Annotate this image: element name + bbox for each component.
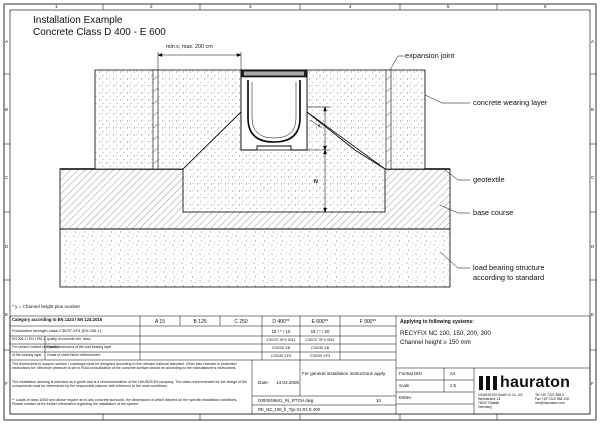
row4-left: of the wearing layer — [12, 353, 42, 357]
contact-line: info@hauraton.com — [535, 400, 565, 405]
frame-row-e-right: E — [591, 312, 595, 317]
address-line: Germany — [478, 404, 492, 409]
row4-desc: Grade of sheet fabric reinforcement — [47, 353, 101, 357]
scale-label: scale — [399, 383, 410, 388]
row3-desc: Rated dimensions of the load bearing layer — [47, 345, 112, 349]
channel-height-note: * y = Channel height plus number — [12, 304, 81, 309]
row2-d400: C30/37 XF4 XM1 — [266, 338, 296, 342]
sheet-number: 10 — [376, 398, 381, 403]
fine-print-2: The installation drawing is intended as a guide and is a recommendation of the HAURATON company. The class recommended for the design of the components must be determined by the responsible planner with reference to the local conditions. — [12, 380, 248, 389]
frame-row-b-right: B — [591, 107, 595, 112]
fine-print-3: ** Loads of class D400 and above require an in-situ concrete surround, the dimensions of which depend on the specific installation conditions. Please contact us for further information regarding the installation of the system. — [12, 398, 238, 407]
frame-col-1: 1 — [55, 4, 58, 9]
page-subtitle: Concrete Class D 400 - E 600 — [33, 27, 166, 38]
contact-line: Fax +49 7222 958-100 — [535, 396, 570, 401]
class-d400: D 400** — [272, 319, 290, 325]
general-note: For general installation instructions apply. — [302, 371, 387, 376]
row2-desc: quality of concrete min. class — [47, 337, 91, 341]
load-bearing-layer — [60, 229, 450, 287]
row3-d400: C25/30 XB — [271, 346, 291, 350]
frame-row-f-right: F — [591, 381, 594, 386]
class-b125: B 125 — [193, 319, 207, 325]
format-value: A4 — [450, 371, 456, 376]
format-label: Format DIN — [399, 371, 422, 376]
class-f900: F 900** — [359, 319, 377, 325]
frame-row-d: D — [5, 244, 9, 249]
hauraton-logo-mark — [478, 373, 498, 393]
channel-grate-frame — [244, 72, 304, 76]
brand-name: hauraton — [500, 374, 571, 391]
dimension-x-label: x — [318, 123, 321, 129]
frame-row-d-right: D — [591, 244, 595, 249]
system-line-1: RECYFIX NC 100, 150, 200, 300 — [400, 330, 491, 337]
callout-according-to-standard: according to standard — [473, 273, 545, 282]
callout-geotextile: geotextile — [473, 175, 505, 184]
row1-d400: 15 / * / 15 — [271, 329, 291, 334]
row2-left: EN 206-1 / EN 1992-1 — [12, 337, 46, 341]
scale-value: 1:5 — [450, 383, 457, 388]
frame-row-c: C — [5, 175, 9, 180]
frame-row-f: F — [5, 381, 8, 386]
row3-e600: C25/30 XB — [310, 346, 330, 350]
frame-col-5: 5 — [447, 4, 450, 9]
frame-row-a: A — [5, 39, 9, 44]
row1-label: Foundation strength class C30/37-XF4 (EN 206-1) — [12, 328, 102, 333]
callout-concrete-wearing-layer: concrete wearing layer — [473, 98, 548, 107]
frame-row-c-right: C — [591, 175, 595, 180]
system-line-2: Channel height ≥ 150 mm — [400, 339, 471, 346]
frame-col-3: 3 — [249, 4, 252, 9]
address-line: HAURATON GmbH & Co. KG — [478, 393, 523, 397]
page-title: Installation Example — [33, 15, 123, 26]
hauraton-logo — [478, 372, 588, 394]
date-label: Date: — [258, 380, 269, 385]
callout-expansion-joint: expansion joint — [405, 51, 455, 60]
date-value: 14.03.2005 — [276, 380, 299, 385]
drawing-number: 0000049641_IN_RTGH.dwg — [258, 398, 314, 403]
address-line: 76437 Rastatt — [478, 400, 500, 405]
dimension-min-x-label: min x, max. 200 cm — [166, 44, 213, 50]
frame-row-b: B — [5, 107, 9, 112]
reference-line: RE_NC_100_fr_Typ 01 R1 E 400 — [258, 407, 320, 412]
fine-print-1: The dimensions to support surface / roadways must be designed according to the relevant national standard. Other also relevant is protection instructions for: Minimum pressure is set in Fluid consolidation of the concrete surface should be according to the manufacturer's instructions. — [12, 362, 237, 371]
frame-col-4: 4 — [349, 4, 352, 9]
dimension-n-label: N — [314, 179, 318, 185]
applying-label: Applying to following systems: — [400, 319, 474, 325]
frame-row-e: E — [5, 312, 9, 317]
row2-e600: C30/37 XF4 XM1 — [305, 338, 335, 342]
dimension-min-x — [158, 52, 241, 70]
class-c250: C 250 — [234, 319, 248, 325]
contact-line: Tel +49 7222 958-0 — [535, 393, 565, 397]
row3-left: For cement content see quality — [12, 345, 59, 349]
row1-e600: 15 / * / 20 — [310, 329, 330, 334]
frame-col-2: 2 — [150, 4, 153, 9]
class-e600: E 600** — [311, 319, 329, 325]
row4-d400: C25/30 XF3 — [270, 354, 292, 358]
expansion-joint-right — [386, 70, 391, 169]
company-contact — [535, 394, 569, 406]
expansion-joint-left — [153, 70, 158, 169]
edition: E00ev — [399, 395, 412, 400]
callout-base-course: base course — [473, 208, 514, 217]
frame-col-6: 6 — [544, 4, 547, 9]
company-address — [478, 394, 523, 410]
frame-row-a-right: A — [591, 39, 595, 44]
class-a15: A 15 — [154, 319, 165, 325]
category-header-label: Category according to EN 1433 / EN 124:2015 — [12, 317, 103, 322]
callout-load-bearing-structure: load bearing structure — [473, 263, 545, 272]
address-line: Werkstraße 13 — [478, 396, 501, 401]
row4-e600: C25/30 XF3 — [309, 354, 331, 358]
